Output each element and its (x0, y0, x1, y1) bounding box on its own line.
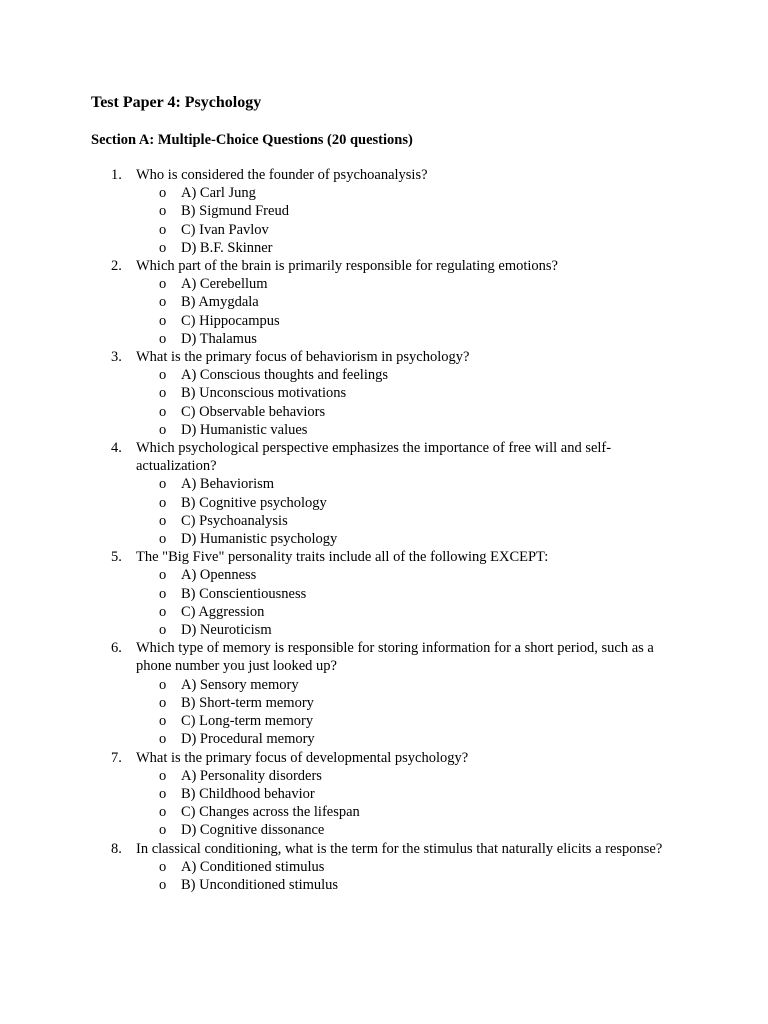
answer-option (136, 421, 691, 439)
question-item (91, 166, 691, 257)
circle-bullet-icon: o (159, 312, 167, 329)
answer-option (136, 803, 691, 821)
option-text: B) Childhood behavior (181, 785, 315, 802)
option-text: B) Conscientiousness (181, 585, 307, 602)
circle-bullet-icon: o (159, 603, 167, 620)
option-text: C) Hippocampus (181, 312, 280, 329)
answer-option (136, 184, 691, 202)
question-text: The "Big Five" personality traits include all of the following EXCEPT: (136, 549, 549, 566)
circle-bullet-icon: o (159, 731, 167, 748)
option-text: C) Observable behaviors (181, 403, 326, 420)
question-text: In classical conditioning, what is the term for the stimulus that naturally elicits a response? (136, 840, 663, 857)
question-number: 7. (111, 749, 122, 766)
circle-bullet-icon: o (159, 713, 167, 730)
page-title: Test Paper 4: Psychology (91, 94, 262, 111)
option-text: D) Humanistic psychology (181, 531, 338, 548)
question-number: 2. (111, 258, 122, 275)
option-text: D) Neuroticism (181, 622, 272, 639)
answer-option (136, 530, 691, 548)
option-list (136, 475, 691, 548)
answer-option (136, 330, 691, 348)
question-number: 3. (111, 349, 122, 366)
circle-bullet-icon: o (159, 858, 167, 875)
question-item (91, 749, 691, 840)
question-text: Which part of the brain is primarily responsible for regulating emotions? (136, 258, 558, 275)
question-item (91, 257, 691, 348)
question-text: What is the primary focus of developmental psychology? (136, 749, 469, 766)
answer-option (136, 202, 691, 220)
option-text: D) Cognitive dissonance (181, 822, 325, 839)
circle-bullet-icon: o (159, 367, 167, 384)
option-text: D) Humanistic values (181, 421, 308, 438)
circle-bullet-icon: o (159, 239, 167, 256)
answer-option (136, 239, 691, 257)
answer-option (136, 403, 691, 421)
answer-option (136, 603, 691, 621)
option-text: B) Unconscious motivations (181, 385, 347, 402)
option-list (136, 184, 691, 257)
question-text: Which type of memory is responsible for storing information for a short period, such as a phone number you just looked up? (136, 640, 654, 675)
question-item (91, 348, 691, 439)
circle-bullet-icon: o (159, 185, 167, 202)
option-text: B) Cognitive psychology (181, 494, 327, 511)
answer-option (136, 494, 691, 512)
option-text: B) Sigmund Freud (181, 203, 289, 220)
question-number: 1. (111, 167, 122, 183)
circle-bullet-icon: o (159, 512, 167, 529)
option-text: C) Psychoanalysis (181, 512, 288, 529)
answer-option (136, 566, 691, 584)
answer-option (136, 366, 691, 384)
circle-bullet-icon: o (159, 403, 167, 420)
circle-bullet-icon: o (159, 822, 167, 839)
option-list (136, 366, 691, 439)
question-item (91, 439, 691, 548)
option-text: B) Short-term memory (181, 694, 314, 711)
option-list (136, 566, 691, 639)
answer-option (136, 767, 691, 785)
question-text: Which psychological perspective emphasizes the importance of free will and self-actualization? (136, 440, 612, 475)
option-text: A) Behaviorism (181, 476, 275, 493)
option-text: C) Aggression (181, 603, 265, 620)
circle-bullet-icon: o (159, 203, 167, 220)
option-text: C) Changes across the lifespan (181, 804, 360, 821)
option-list (136, 858, 691, 894)
question-number: 4. (111, 440, 122, 457)
circle-bullet-icon: o (159, 330, 167, 347)
circle-bullet-icon: o (159, 622, 167, 639)
answer-option (136, 512, 691, 530)
question-list (91, 166, 691, 894)
answer-option (136, 821, 691, 839)
answer-option (136, 712, 691, 730)
option-text: A) Openness (181, 567, 257, 584)
option-list (136, 275, 691, 348)
question-item (91, 639, 691, 748)
answer-option (136, 694, 691, 712)
circle-bullet-icon: o (159, 494, 167, 511)
circle-bullet-icon: o (159, 804, 167, 821)
option-text: A) Sensory memory (181, 676, 299, 693)
question-text: Who is considered the founder of psychoanalysis? (136, 167, 428, 183)
answer-option (136, 676, 691, 694)
circle-bullet-icon: o (159, 276, 167, 293)
answer-option (136, 384, 691, 402)
circle-bullet-icon: o (159, 385, 167, 402)
circle-bullet-icon: o (159, 767, 167, 784)
option-text: C) Ivan Pavlov (181, 221, 269, 238)
answer-option (136, 876, 691, 894)
answer-option (136, 585, 691, 603)
option-text: D) B.F. Skinner (181, 239, 273, 256)
circle-bullet-icon: o (159, 476, 167, 493)
circle-bullet-icon: o (159, 221, 167, 238)
option-text: B) Unconditioned stimulus (181, 876, 339, 893)
question-item (91, 840, 691, 895)
option-text: A) Conscious thoughts and feelings (181, 367, 389, 384)
circle-bullet-icon: o (159, 785, 167, 802)
circle-bullet-icon: o (159, 421, 167, 438)
answer-option (136, 621, 691, 639)
circle-bullet-icon: o (159, 694, 167, 711)
question-text: What is the primary focus of behaviorism in psychology? (136, 349, 470, 366)
answer-option (136, 221, 691, 239)
answer-option (136, 275, 691, 293)
answer-option (136, 730, 691, 748)
option-text: B) Amygdala (181, 294, 259, 311)
answer-option (136, 312, 691, 330)
circle-bullet-icon: o (159, 294, 167, 311)
question-number: 6. (111, 640, 122, 657)
answer-option (136, 475, 691, 493)
question-number: 5. (111, 549, 122, 566)
option-text: A) Cerebellum (181, 276, 268, 293)
question-number: 8. (111, 840, 122, 857)
question-item (91, 548, 691, 639)
answer-option (136, 858, 691, 876)
section-heading: Section A: Multiple-Choice Questions (20 questions) (91, 132, 413, 148)
option-text: C) Long-term memory (181, 713, 314, 730)
answer-option (136, 785, 691, 803)
option-text: A) Personality disorders (181, 767, 322, 784)
option-text: A) Carl Jung (181, 185, 256, 202)
circle-bullet-icon: o (159, 585, 167, 602)
circle-bullet-icon: o (159, 531, 167, 548)
circle-bullet-icon: o (159, 676, 167, 693)
option-list (136, 767, 691, 840)
option-text: D) Procedural memory (181, 731, 315, 748)
circle-bullet-icon: o (159, 876, 167, 893)
option-list (136, 676, 691, 749)
option-text: A) Conditioned stimulus (181, 858, 325, 875)
circle-bullet-icon: o (159, 567, 167, 584)
answer-option (136, 293, 691, 311)
option-text: D) Thalamus (181, 330, 257, 347)
